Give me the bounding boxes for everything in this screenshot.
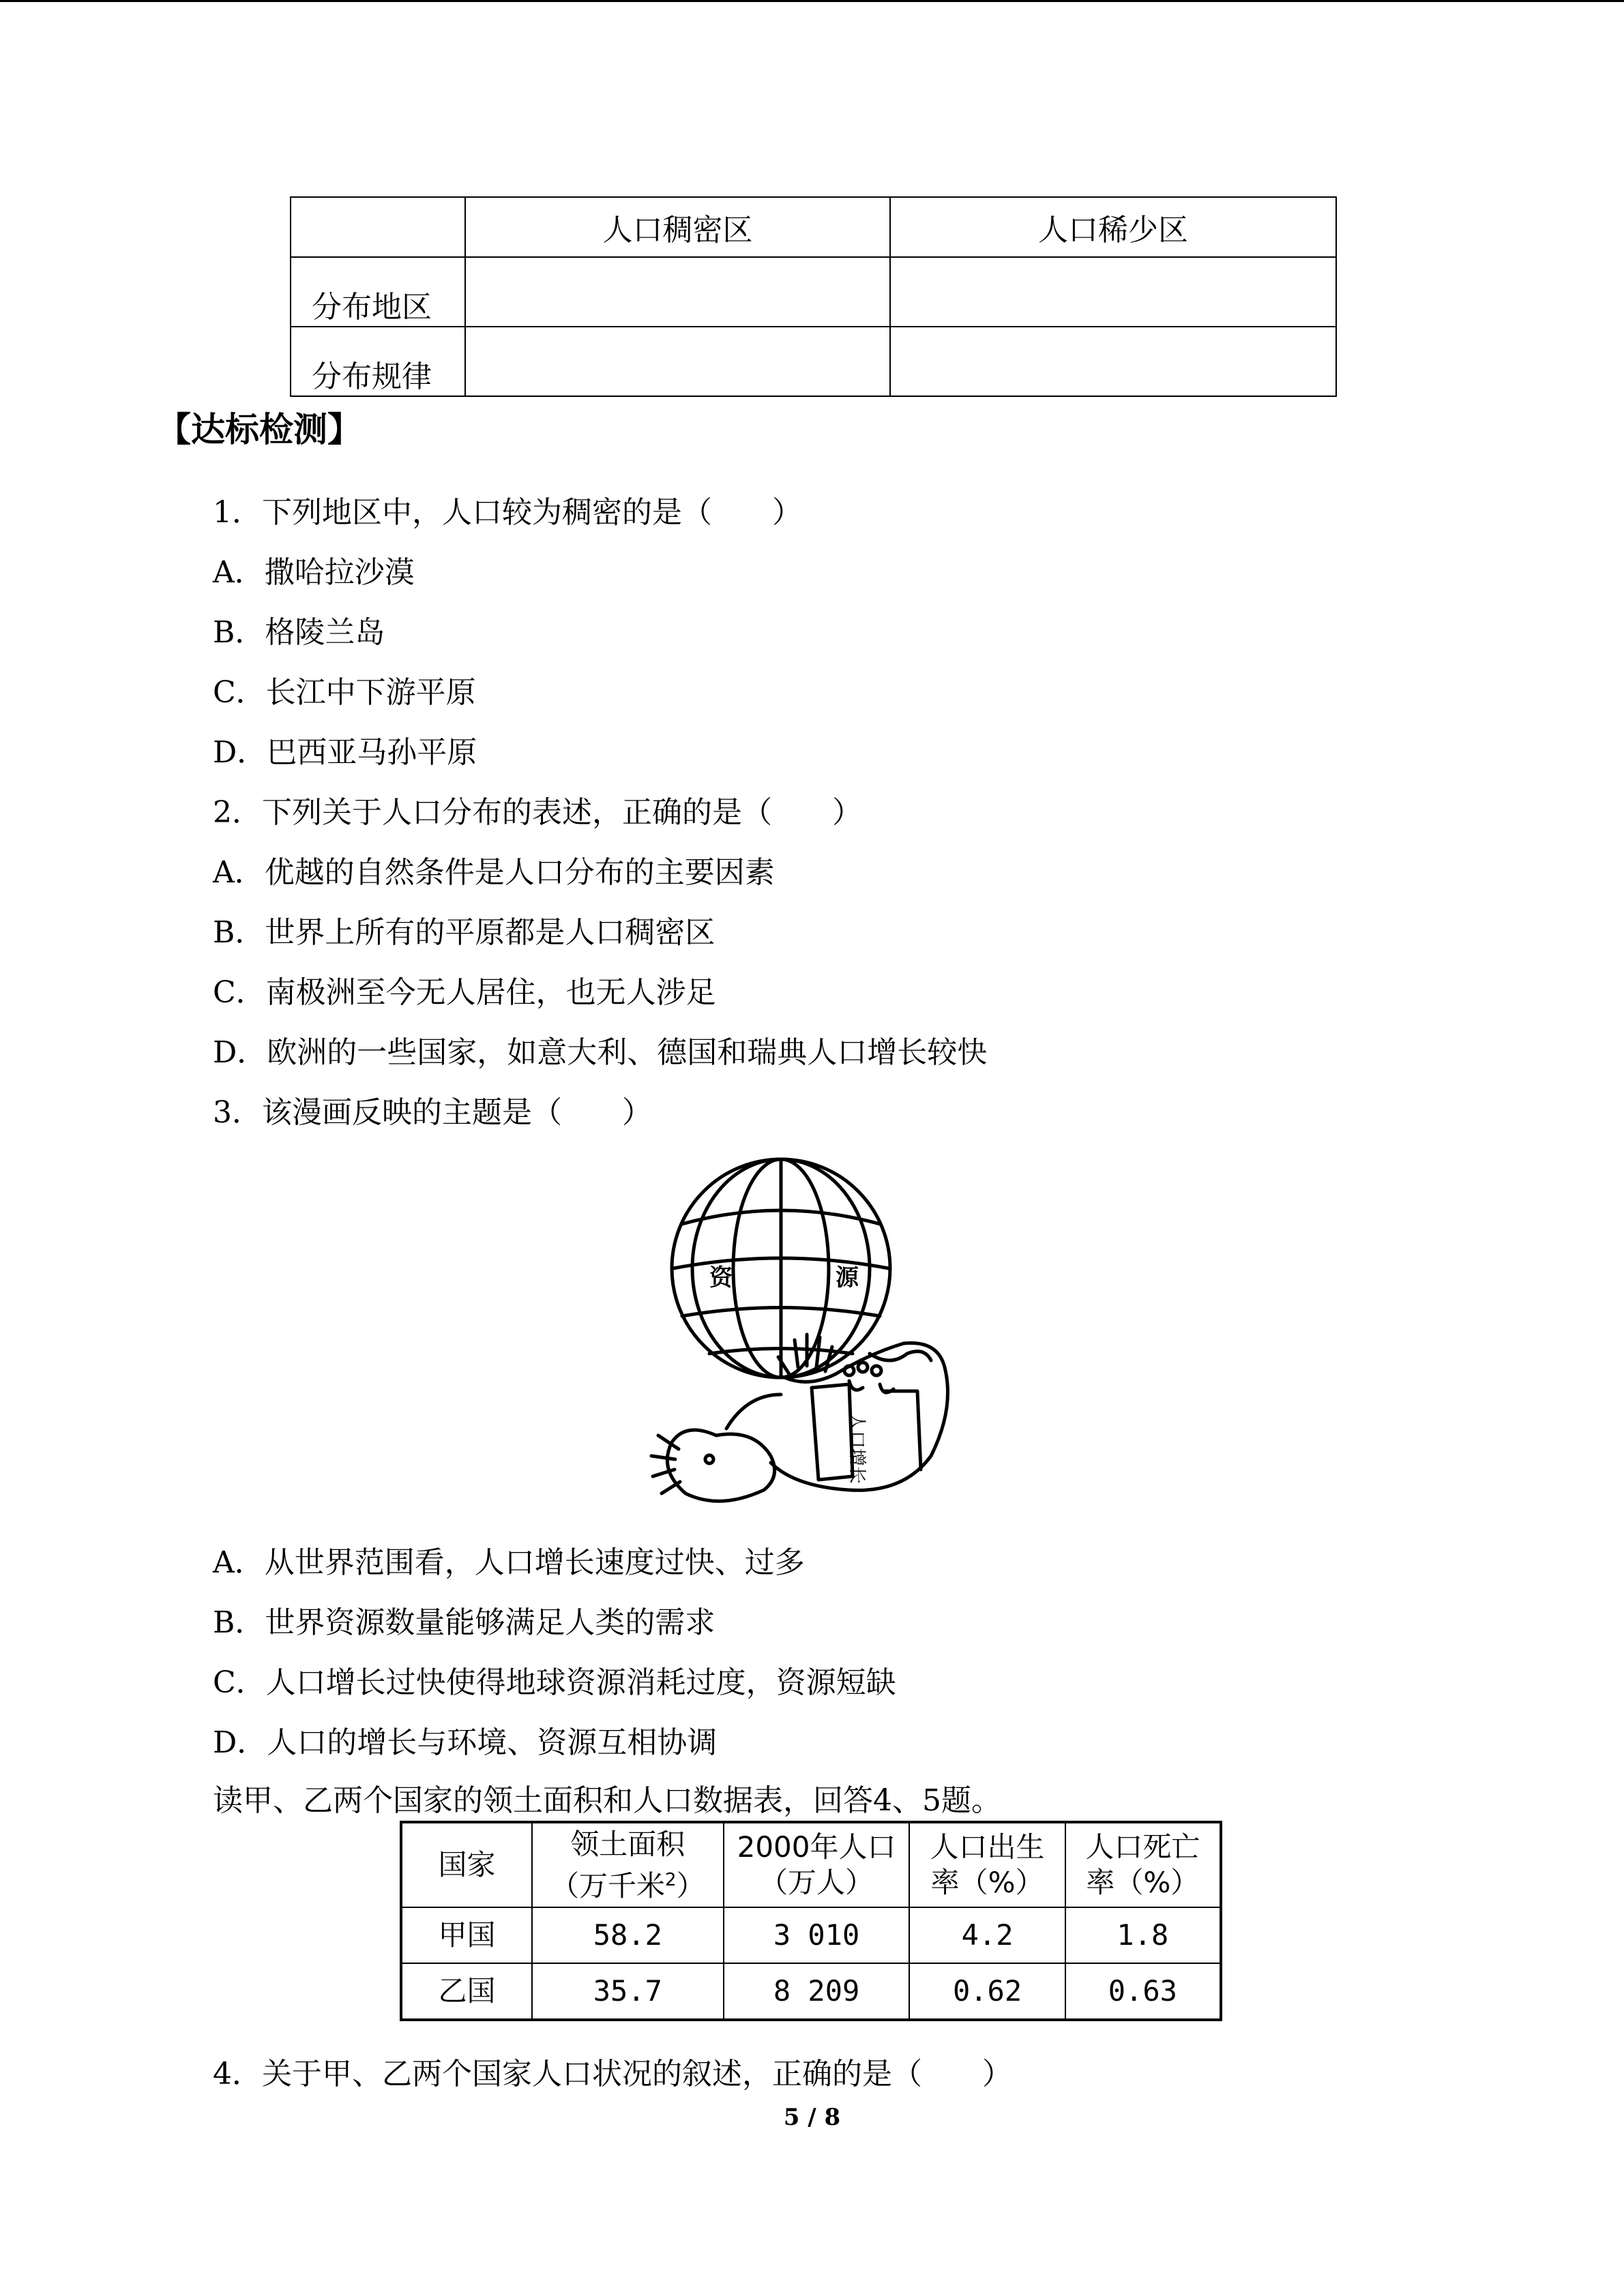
cell-birth-rate: 4.2 bbox=[909, 1907, 1065, 1963]
question-2-option-c[interactable]: C．南极洲至今无人居住，也无人涉足 bbox=[213, 975, 716, 1010]
section-heading: 【达标检测】 bbox=[157, 410, 361, 449]
top-border-line bbox=[0, 0, 1624, 2]
bag-label: 人口增长 bbox=[846, 1413, 867, 1485]
cell-country: 乙国 bbox=[401, 1963, 532, 2020]
questions-4-5-intro: 读甲、乙两个国家的领土面积和人口数据表，回答4、5题。 bbox=[213, 1783, 1001, 1818]
globe-label-right: 源 bbox=[836, 1264, 859, 1292]
question-3-option-c[interactable]: C．人口增长过快使得地球资源消耗过度，资源短缺 bbox=[213, 1665, 896, 1700]
cell-area: 35.7 bbox=[532, 1963, 724, 2020]
distribution-table bbox=[290, 196, 1337, 397]
table-header-row bbox=[401, 1822, 1221, 1907]
cell-birth-rate: 0.62 bbox=[909, 1963, 1065, 2020]
row-label-distribution-area: 分布地区 bbox=[291, 257, 465, 327]
question-2-option-a[interactable]: A．优越的自然条件是人口分布的主要因素 bbox=[213, 855, 775, 890]
table-row bbox=[291, 197, 1336, 257]
cell-death-rate: 0.63 bbox=[1065, 1963, 1221, 2020]
answer-cell[interactable] bbox=[890, 257, 1336, 327]
globe-label-left: 资 bbox=[709, 1264, 733, 1292]
table-row bbox=[401, 1907, 1221, 1963]
question-1-option-c[interactable]: C．长江中下游平原 bbox=[213, 675, 476, 710]
answer-cell[interactable] bbox=[465, 327, 890, 396]
country-data-table bbox=[400, 1821, 1222, 2021]
row-label-distribution-pattern: 分布规律 bbox=[291, 327, 465, 396]
table-row bbox=[401, 1963, 1221, 2020]
question-3-stem: 3．该漫画反映的主题是（ ） bbox=[213, 1095, 652, 1130]
question-2-option-b[interactable]: B．世界上所有的平原都是人口稠密区 bbox=[213, 915, 715, 950]
table-row bbox=[291, 257, 1336, 327]
header-area: 领土面积 （万千米$^2$） bbox=[532, 1822, 724, 1907]
header-population: 2000年人口 （万人） bbox=[724, 1822, 910, 1907]
question-3-option-d[interactable]: D．人口的增长与环境、资源互相协调 bbox=[213, 1725, 718, 1760]
page-number: 5 / 8 bbox=[783, 2104, 841, 2131]
question-3-option-a[interactable]: A．从世界范围看，人口增长速度过快、过多 bbox=[213, 1545, 805, 1580]
table-header-cell: 人口稠密区 bbox=[465, 197, 890, 257]
table-row bbox=[291, 327, 1336, 396]
question-3-option-b[interactable]: B．世界资源数量能够满足人类的需求 bbox=[213, 1605, 715, 1640]
question-4-stem: 4．关于甲、乙两个国家人口状况的叙述，正确的是（ ） bbox=[213, 2057, 1012, 2091]
header-birth-rate: 人口出生 率（%） bbox=[909, 1822, 1065, 1907]
question-1-option-d[interactable]: D．巴西亚马孙平原 bbox=[213, 735, 477, 770]
question-1-stem: 1．下列地区中，人口较为稠密的是（ ） bbox=[213, 495, 802, 530]
answer-cell[interactable] bbox=[465, 257, 890, 327]
question-2-option-d[interactable]: D．欧洲的一些国家，如意大利、德国和瑞典人口增长较快 bbox=[213, 1035, 988, 1070]
cell-population: 3 010 bbox=[724, 1907, 910, 1963]
question-1-option-a[interactable]: A．撒哈拉沙漠 bbox=[213, 555, 415, 590]
population-resources-comic bbox=[645, 1149, 972, 1504]
table-header-cell: 人口稀少区 bbox=[890, 197, 1336, 257]
cell-population: 8 209 bbox=[724, 1963, 910, 2020]
answer-cell[interactable] bbox=[890, 327, 1336, 396]
cell-country: 甲国 bbox=[401, 1907, 532, 1963]
header-country: 国家 bbox=[401, 1822, 532, 1907]
table-header-cell bbox=[291, 197, 465, 257]
question-2-stem: 2．下列关于人口分布的表述，正确的是（ ） bbox=[213, 795, 862, 830]
cell-death-rate: 1.8 bbox=[1065, 1907, 1221, 1963]
header-death-rate: 人口死亡 率（%） bbox=[1065, 1822, 1221, 1907]
question-1-option-b[interactable]: B．格陵兰岛 bbox=[213, 615, 385, 650]
cell-area: 58.2 bbox=[532, 1907, 724, 1963]
